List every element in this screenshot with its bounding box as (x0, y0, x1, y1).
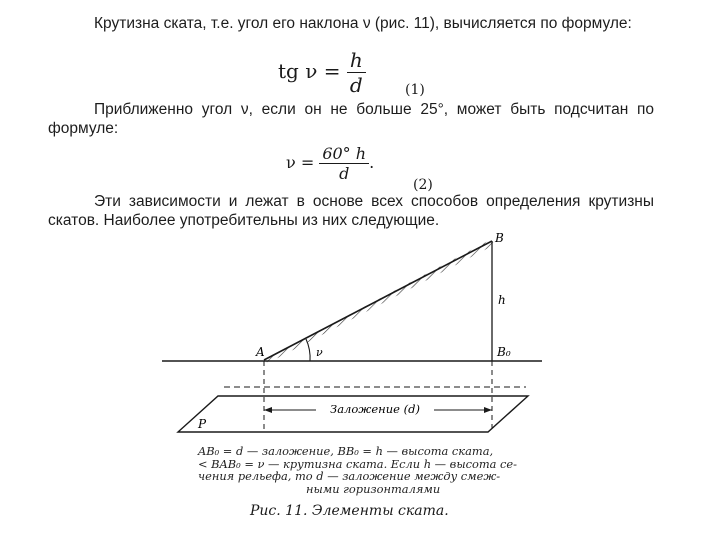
paragraph-slope-definition (48, 14, 654, 33)
figure-caption: Рис. 11. Элементы ската. (250, 503, 449, 519)
paragraph-text: Крутизна ската, т.е. угол его наклона ν (рис. 11), вычисляется по формуле: (94, 15, 632, 32)
arrow-right-icon (484, 407, 492, 413)
legend-line: AB₀ = d — заложение, BB₀ = h — высота ската, (198, 444, 494, 458)
arrow-left-icon (264, 407, 272, 413)
label-p: P (198, 417, 207, 431)
formula-1-fraction (347, 48, 366, 97)
paragraph-dependencies (48, 192, 654, 230)
formula-1 (278, 48, 366, 97)
label-b: B (495, 231, 504, 245)
paragraph-text: Приближенно угол ν, если он не больше 25°, может быть подсчитан по формуле: (48, 101, 654, 137)
slope-hatching (264, 240, 496, 363)
label-zalozhenie: Заложение (d) (330, 402, 420, 416)
formula-2-fraction (319, 144, 369, 183)
label-a: A (256, 345, 265, 359)
paragraph-text: Эти зависимости и лежат в основе всех способов определения крутизны скатов. Наиболее употребительны из них следующие. (48, 193, 654, 229)
legend-line: < BAB₀ = ν — крутизна ската. Если h — высота се- (198, 456, 518, 471)
formula-2-number: (2) (413, 177, 433, 193)
figure-legend (198, 445, 540, 495)
slope-line-ab (264, 241, 492, 360)
formula-2-lhs: ν = (286, 153, 315, 172)
legend-line: ными горизонталями (306, 481, 441, 496)
formula-2-denominator: d (339, 164, 350, 183)
formula-2 (286, 144, 374, 183)
formula-1-denominator: d (349, 73, 363, 97)
label-b0: B₀ (497, 345, 511, 359)
label-nu: ν (316, 346, 323, 359)
label-h: h (498, 293, 506, 307)
paragraph-approximation (48, 100, 654, 138)
legend-line: чения рельефа, то d — заложение между смеж- (198, 469, 501, 483)
formula-1-number: (1) (405, 82, 425, 98)
formula-1-numerator: h (347, 48, 366, 73)
formula-1-lhs: tg ν = (278, 59, 341, 83)
formula-2-tail: . (369, 153, 375, 172)
formula-2-numerator: 60° h (319, 144, 369, 164)
